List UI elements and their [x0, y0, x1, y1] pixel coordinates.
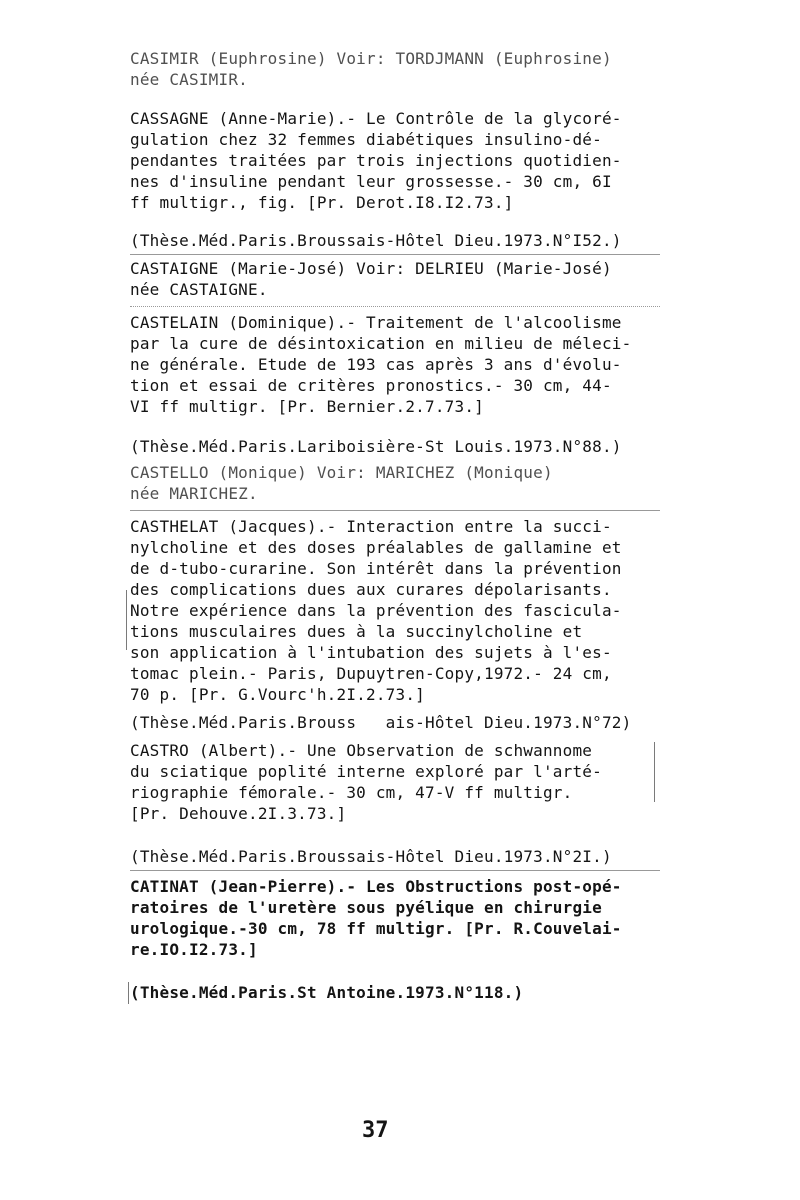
thesis-line: (Thèse.Méd.Paris.Broussais-Hôtel Dieu.1973.N°2I.) — [130, 847, 612, 866]
thesis-line: (Thèse.Méd.Paris.Lariboisière-St Louis.1973.N°88.) — [130, 437, 622, 456]
entry-line: ne générale. Etude de 193 cas après 3 ans d'évolu- — [130, 355, 622, 374]
entry-cassagne — [130, 108, 670, 213]
entry-casimir — [130, 48, 670, 90]
separator-rule — [130, 254, 660, 255]
separator-rule — [130, 510, 660, 511]
separator-rule — [130, 870, 660, 871]
entry-line: par la cure de désintoxication en milieu de méleci- — [130, 334, 632, 353]
entry-line: CASTAIGNE (Marie-José) Voir: DELRIEU (Marie-José) — [130, 259, 612, 278]
entry-line: tomac plein.- Paris, Dupuytren-Copy,1972.- 24 cm, — [130, 664, 612, 683]
entry-line: nylcholine et des doses préalables de gallamine et — [130, 538, 622, 557]
entry-line: CATINAT (Jean-Pierre).- Les Obstructions post-opé- — [130, 877, 622, 896]
entry-line: née CASIMIR. — [130, 70, 248, 89]
entry-line: gulation chez 32 femmes diabétiques insulino-dé- — [130, 130, 602, 149]
entry-castello — [130, 462, 670, 504]
entry-line: ff multigr., fig. [Pr. Derot.I8.I2.73.] — [130, 193, 514, 212]
entry-line: CASTELAIN (Dominique).- Traitement de l'alcoolisme — [130, 313, 622, 332]
thesis-note — [130, 712, 670, 733]
entry-line: des complications dues aux curares dépolarisants. — [130, 580, 612, 599]
thesis-line: (Thèse.Méd.Paris.Brouss ais-Hôtel Dieu.1973.N°72) — [130, 713, 632, 732]
entry-line: son application à l'intubation des sujets à l'es- — [130, 643, 612, 662]
entry-line: du sciatique poplité interne exploré par l'arté- — [130, 762, 602, 781]
entry-line: 70 p. [Pr. G.Vourc'h.2I.2.73.] — [130, 685, 425, 704]
entry-line: re.IO.I2.73.] — [130, 940, 258, 959]
thesis-note — [130, 846, 670, 867]
entry-line: CASTHELAT (Jacques).- Interaction entre la succi- — [130, 517, 612, 536]
entry-line: née MARICHEZ. — [130, 484, 258, 503]
entry-line: ratoires de l'uretère sous pyélique en chirurgie — [130, 898, 602, 917]
entry-line: tion et essai de critères pronostics.- 30 cm, 44- — [130, 376, 612, 395]
entry-line: [Pr. Dehouve.2I.3.73.] — [130, 804, 347, 823]
entry-casthelat — [130, 516, 670, 705]
margin-mark — [128, 982, 129, 1004]
entry-line: urologique.-30 cm, 78 ff multigr. [Pr. R.Couvelai- — [130, 919, 622, 938]
entry-line: VI ff multigr. [Pr. Bernier.2.7.73.] — [130, 397, 484, 416]
entry-line: Notre expérience dans la prévention des fascicula- — [130, 601, 622, 620]
thesis-line: (Thèse.Méd.Paris.St Antoine.1973.N°118.) — [130, 983, 524, 1002]
entry-line: CASIMIR (Euphrosine) Voir: TORDJMANN (Euphrosine) — [130, 49, 612, 68]
separator-rule — [130, 306, 660, 307]
thesis-note — [130, 436, 670, 457]
margin-mark — [126, 590, 127, 650]
page-number: 37 — [362, 1118, 389, 1143]
entry-catinat — [130, 876, 670, 960]
entry-line: nes d'insuline pendant leur grossesse.- 30 cm, 6I — [130, 172, 612, 191]
margin-mark — [654, 742, 655, 802]
entry-line: CASTRO (Albert).- Une Observation de schwannome — [130, 741, 593, 760]
entry-castelain — [130, 312, 670, 417]
entry-line: CASSAGNE (Anne-Marie).- Le Contrôle de la glycoré- — [130, 109, 622, 128]
entry-castro — [130, 740, 670, 824]
thesis-note — [130, 230, 670, 251]
thesis-line: (Thèse.Méd.Paris.Broussais-Hôtel Dieu.1973.N°I52.) — [130, 231, 622, 250]
thesis-note — [130, 982, 670, 1003]
entry-line: pendantes traitées par trois injections quotidien- — [130, 151, 622, 170]
entry-castaigne — [130, 258, 670, 300]
entry-line: riographie fémorale.- 30 cm, 47-V ff multigr. — [130, 783, 573, 802]
entry-line: née CASTAIGNE. — [130, 280, 268, 299]
entry-line: de d-tubo-curarine. Son intérêt dans la prévention — [130, 559, 622, 578]
entry-line: tions musculaires dues à la succinylcholine et — [130, 622, 583, 641]
entry-line: CASTELLO (Monique) Voir: MARICHEZ (Monique) — [130, 463, 553, 482]
